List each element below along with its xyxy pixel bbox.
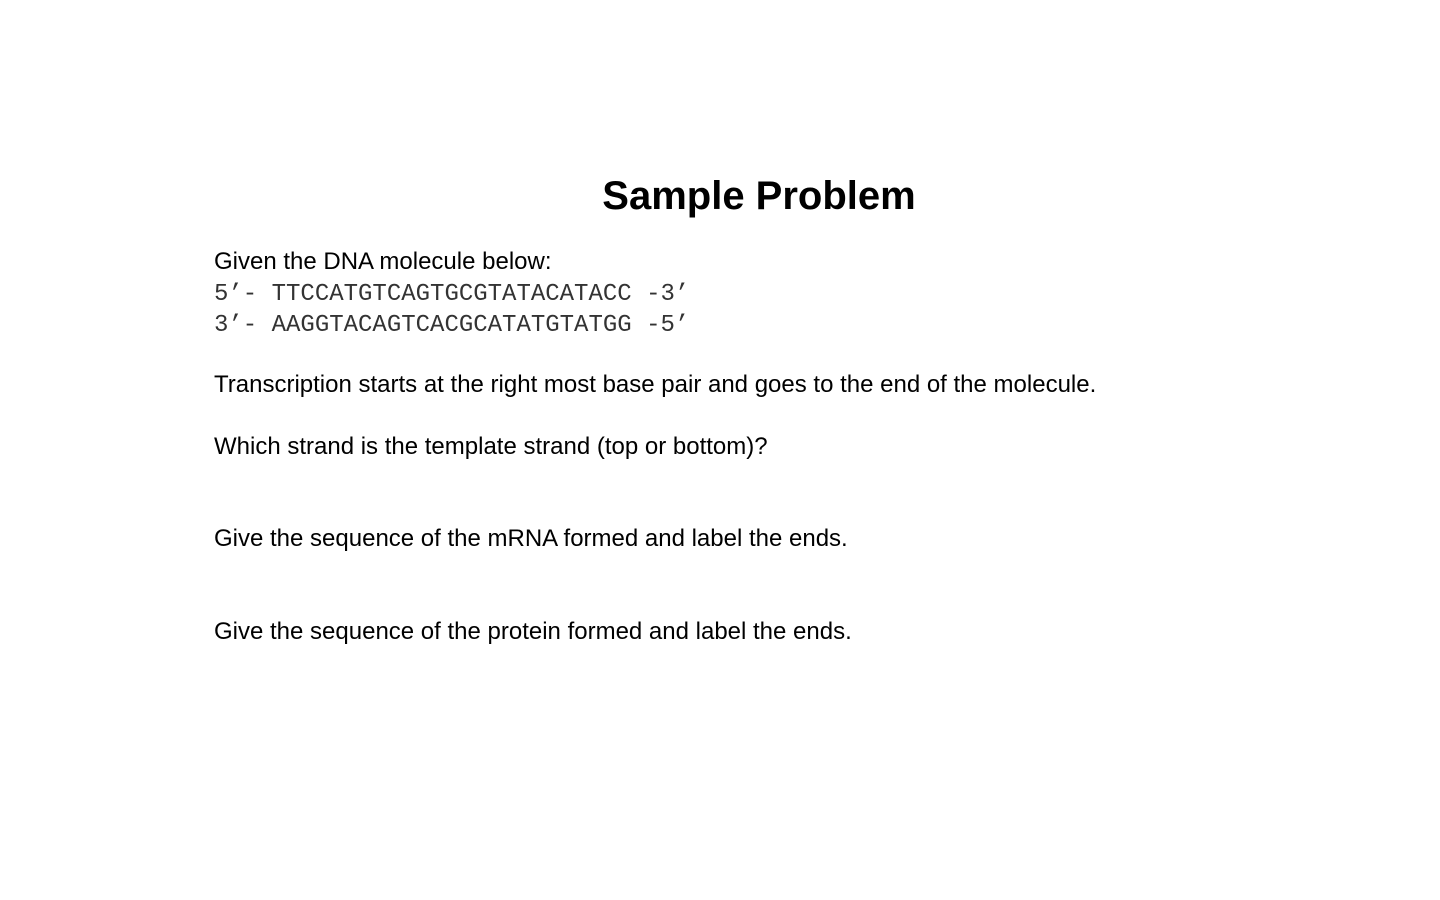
transcription-note: Transcription starts at the right most base pair and goes to the end of the molecule. <box>214 371 1097 398</box>
dna-bottom-strand: 3’- AAGGTACAGTCACGCATATGTATGG -5’ <box>214 312 690 339</box>
intro-text: Given the DNA molecule below: <box>214 248 552 275</box>
question-mrna-sequence: Give the sequence of the mRNA formed and label the ends. <box>214 525 848 552</box>
dna-top-strand: 5’- TTCCATGTCAGTGCGTATACATACC -3’ <box>214 281 690 308</box>
question-protein-sequence: Give the sequence of the protein formed and label the ends. <box>214 618 852 645</box>
slide-title: Sample Problem <box>602 174 916 218</box>
question-template-strand: Which strand is the template strand (top or bottom)? <box>214 433 768 460</box>
